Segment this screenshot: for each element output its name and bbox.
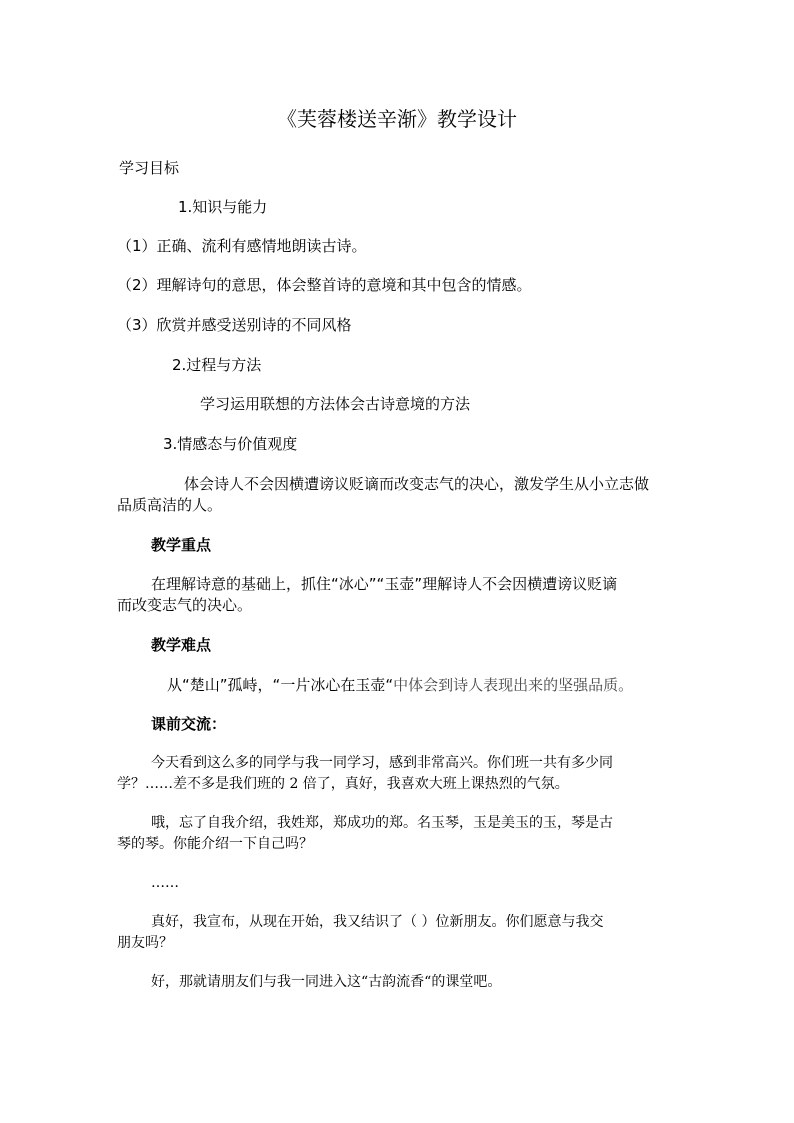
process-heading: 2.过程与方法: [172, 356, 262, 374]
key-points-line2: 而改变志气的决心。: [117, 596, 253, 614]
warmup-p1-line1: 今天看到这么多的同学与我一同学习，感到非常高兴。你们班一共有多少同: [151, 755, 613, 771]
objectives-heading: 学习目标: [119, 159, 180, 177]
knowledge-heading: 1.知识与能力: [178, 198, 268, 216]
warmup-heading: 课前交流：: [151, 715, 227, 733]
emotion-text-line1: 体会诗人不会因横遭谤议贬谪而改变志气的决心，激发学生从小立志做: [184, 475, 650, 493]
knowledge-item-3: （3）欣赏并感受送别诗的不同风格: [117, 316, 352, 334]
difficulty-text-part-1: 从“楚山”孤峙，“一片冰心在玉壶“: [167, 676, 394, 694]
warmup-p3-line2: 朋友吗？: [117, 935, 173, 951]
warmup-p3-line1: 真好，我宣布，从现在开始，我又结识了（ ）位新朋友。你们愿意与我交: [151, 914, 604, 930]
warmup-p2-line2: 琴的琴。你能介绍一下自己吗？: [117, 836, 313, 852]
difficulty-heading: 教学难点: [151, 636, 212, 654]
key-points-line1: 在理解诗意的基础上，抓住“冰心”“玉壶”理解诗人不会因横遭谤议贬谪: [151, 575, 618, 593]
warmup-p1-line2: 学？……差不多是我们班的 2 倍了，真好，我喜欢大班上课热烈的气氛。: [117, 776, 569, 792]
warmup-p4: 好，那就请朋友们与我一同进入这“古韵流香“的课堂吧。: [151, 974, 502, 990]
process-text: 学习运用联想的方法体会古诗意境的方法: [200, 395, 471, 413]
document-title: 《芙蓉楼送辛渐》教学设计: [277, 107, 517, 131]
warmup-p2-line1: 哦，忘了自我介绍，我姓郑，郑成功的郑。名玉琴，玉是美玉的玉，琴是古: [151, 815, 613, 831]
difficulty-text: [167, 675, 633, 695]
knowledge-item-2: （2）理解诗句的意思，体会整首诗的意境和其中包含的情感。: [117, 276, 532, 294]
warmup-ellipsis: ……: [151, 875, 179, 891]
difficulty-text-part-2: 中体会到诗人表现出来的坚强品质。: [393, 676, 634, 694]
knowledge-item-1: （1）正确、流利有感情地朗读古诗。: [117, 237, 367, 255]
emotion-text-line2: 品质高洁的人。: [117, 496, 223, 514]
key-points-heading: 教学重点: [151, 536, 212, 554]
emotion-heading: 3.情感态与价值观度: [163, 435, 298, 453]
